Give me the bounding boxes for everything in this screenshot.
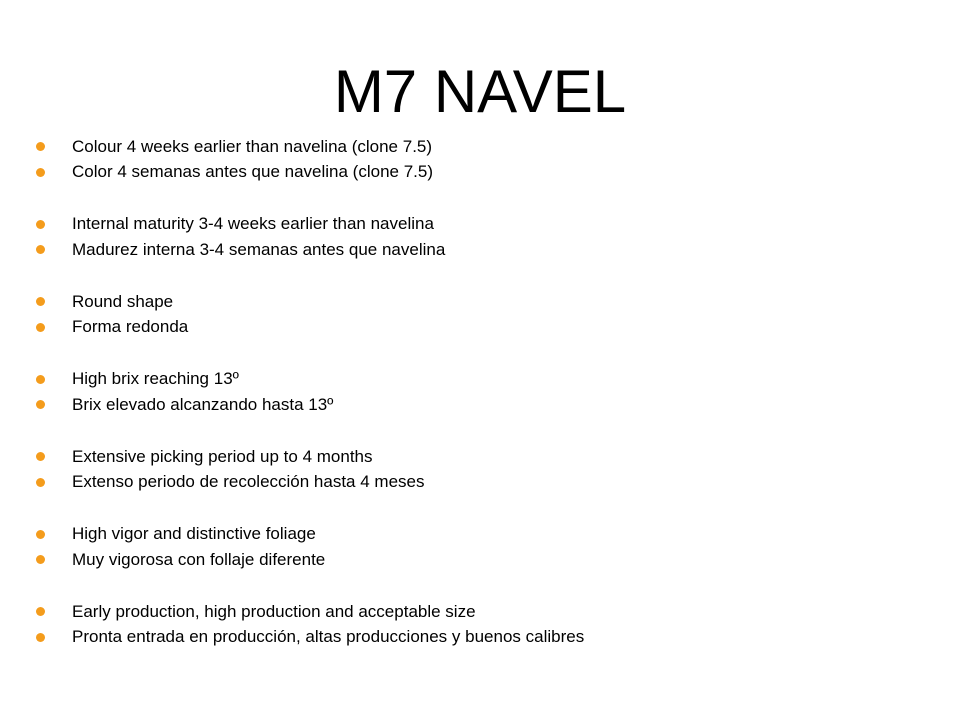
bullet-dot-icon: [36, 633, 45, 642]
bullet-item: [36, 237, 936, 263]
bullet-text: Brix elevado alcanzando hasta 13º: [72, 394, 334, 414]
bullet-item: [36, 315, 936, 341]
bullet-text: High brix reaching 13º: [72, 369, 239, 389]
bullet-item: [36, 599, 936, 625]
bullet-dot-icon: [36, 452, 45, 461]
bullet-text: Madurez interna 3-4 semanas antes que navelina: [72, 239, 446, 259]
bullet-text: High vigor and distinctive foliage: [72, 524, 316, 544]
bullet-item: [36, 522, 936, 548]
bullet-text: Internal maturity 3-4 weeks earlier than navelina: [72, 214, 434, 234]
bullet-list: [36, 134, 936, 650]
bullet-dot-icon: [36, 245, 45, 254]
bullet-text: Forma redonda: [72, 317, 189, 337]
bullet-text: Early production, high production and acceptable size: [72, 601, 476, 621]
bullet-text: Extensive picking period up to 4 months: [72, 446, 373, 466]
bullet-dot-icon: [36, 555, 45, 564]
bullet-dot-icon: [36, 478, 45, 487]
bullet-item: [36, 470, 936, 496]
bullet-text: Pronta entrada en producción, altas producciones y buenos calibres: [72, 627, 585, 647]
bullet-dot-icon: [36, 607, 45, 616]
bullet-text: Muy vigorosa con follaje diferente: [72, 549, 326, 569]
bullet-item: [36, 134, 936, 160]
bullet-dot-icon: [36, 168, 45, 177]
bullet-text: Round shape: [72, 291, 174, 311]
bullet-dot-icon: [36, 400, 45, 409]
bullet-dot-icon: [36, 142, 45, 151]
bullet-text: Colour 4 weeks earlier than navelina (clone 7.5): [72, 136, 433, 156]
bullet-dot-icon: [36, 220, 45, 229]
bullet-dot-icon: [36, 323, 45, 332]
bullet-dot-icon: [36, 297, 45, 306]
slide-title: M7 NAVEL: [333, 58, 627, 125]
bullet-item: [36, 444, 936, 470]
bullet-dot-icon: [36, 530, 45, 539]
bullet-item: [36, 212, 936, 238]
bullet-item: [36, 547, 936, 573]
bullet-text: Color 4 semanas antes que navelina (clone 7.5): [72, 162, 433, 182]
bullet-item: [36, 160, 936, 186]
bullet-item: [36, 625, 936, 651]
bullet-item: [36, 289, 936, 315]
bullet-item: [36, 392, 936, 418]
bullet-text: Extenso periodo de recolección hasta 4 meses: [72, 472, 425, 492]
bullet-item: [36, 367, 936, 393]
bullet-dot-icon: [36, 375, 45, 384]
